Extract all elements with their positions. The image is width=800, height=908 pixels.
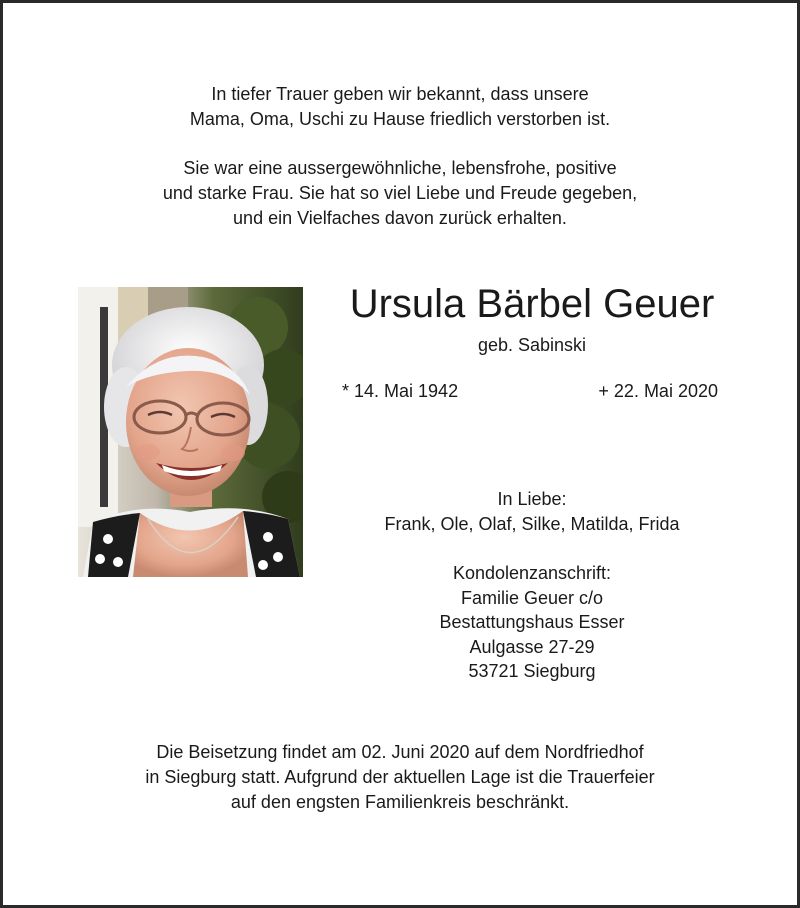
family-names: Frank, Ole, Olaf, Silke, Matilda, Frida	[384, 514, 680, 534]
intro-line: Mama, Oma, Uschi zu Hause friedlich verstorben ist.	[189, 109, 611, 129]
funeral-info	[0, 740, 800, 815]
closing-line: Die Beisetzung findet am 02. Juni 2020 auf dem Nordfriedhof	[156, 742, 644, 762]
address-line: Bestattungshaus Esser	[439, 612, 625, 632]
address-line: Aulgasse 27-29	[469, 636, 595, 657]
condolence-address	[318, 561, 746, 684]
intro-line: und ein Vielfaches davon zurück erhalten.	[233, 208, 567, 228]
intro-text	[0, 82, 800, 231]
birth-date: * 14. Mai 1942	[342, 381, 459, 401]
intro-paragraph-1	[0, 82, 800, 132]
condolence-heading: Kondolenzanschrift:	[452, 563, 612, 583]
address-line: 53721 Siegburg	[468, 661, 596, 681]
death-date: + 22. Mai 2020	[598, 381, 718, 401]
closing-line: in Siegburg statt. Aufgrund der aktuellen Lage ist die Trauerfeier	[145, 767, 655, 787]
maiden-name: geb. Sabinski	[477, 335, 587, 355]
closing-line: auf den engsten Familienkreis beschränkt.	[230, 792, 570, 812]
intro-paragraph-2	[0, 156, 800, 231]
intro-line: In tiefer Trauer geben wir bekannt, dass unsere	[211, 84, 589, 104]
intro-line: Sie war eine aussergewöhnliche, lebensfrohe, positive	[183, 158, 617, 178]
deceased-name: Ursula Bärbel Geuer	[349, 282, 715, 326]
address-line: Familie Geuer c/o	[460, 587, 604, 608]
family-section	[318, 487, 746, 537]
portrait-photo	[78, 287, 303, 577]
intro-line: und starke Frau. Sie hat so viel Liebe und Freude gegeben,	[162, 183, 638, 203]
family-heading: In Liebe:	[497, 489, 567, 509]
